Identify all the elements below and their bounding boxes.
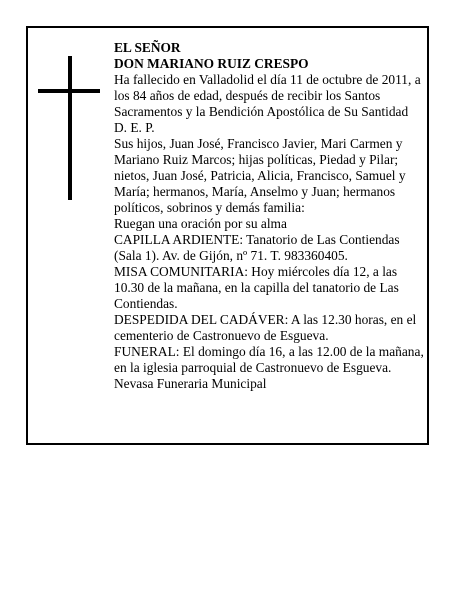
prayer-request: Ruegan una oración por su alma	[114, 216, 287, 231]
mass-info: MISA COMUNITARIA: Hoy miércoles día 12, a las 10.30 de la mañana, en la capilla del tanatorio de Las Contiendas.	[114, 264, 399, 311]
deceased-name: DON MARIANO RUIZ CRESPO	[114, 56, 309, 71]
cross-icon	[38, 56, 100, 200]
obituary-notice	[26, 26, 429, 445]
cross-vertical-bar	[68, 56, 72, 200]
death-announcement: Ha fallecido en Valladolid el día 11 de octubre de 2011, a los 84 años de edad, después de recibir los Santos Sacramentos y la Bendición Apostólica de Su Santidad D. E. P.	[114, 72, 421, 135]
chapel-info: CAPILLA ARDIENTE: Tanatorio de Las Contiendas (Sala 1). Av. de Gijón, nº 71. T. 983360405.	[114, 232, 400, 263]
notice-text	[114, 40, 424, 392]
funeral-info: FUNERAL: El domingo día 16, a las 12.00 de la mañana, en la iglesia parroquial de Castronuevo de Esgueva.	[114, 344, 424, 375]
funeral-home: Nevasa Funeraria Municipal	[114, 376, 267, 391]
cross-horizontal-bar	[38, 89, 100, 93]
farewell-info: DESPEDIDA DEL CADÁVER: A las 12.30 horas, en el cementerio de Castronuevo de Esgueva.	[114, 312, 417, 343]
family-list: Sus hijos, Juan José, Francisco Javier, Mari Carmen y Mariano Ruiz Marcos; hijas políticas, Piedad y Pilar; nietos, Juan José, Patricia, Alicia, Francisco, Samuel y María; hermanos, María, Anselmo y Juan; hermanos políticos, sobrinos y demás familia:	[114, 136, 406, 215]
title-line-1: EL SEÑOR	[114, 40, 181, 55]
